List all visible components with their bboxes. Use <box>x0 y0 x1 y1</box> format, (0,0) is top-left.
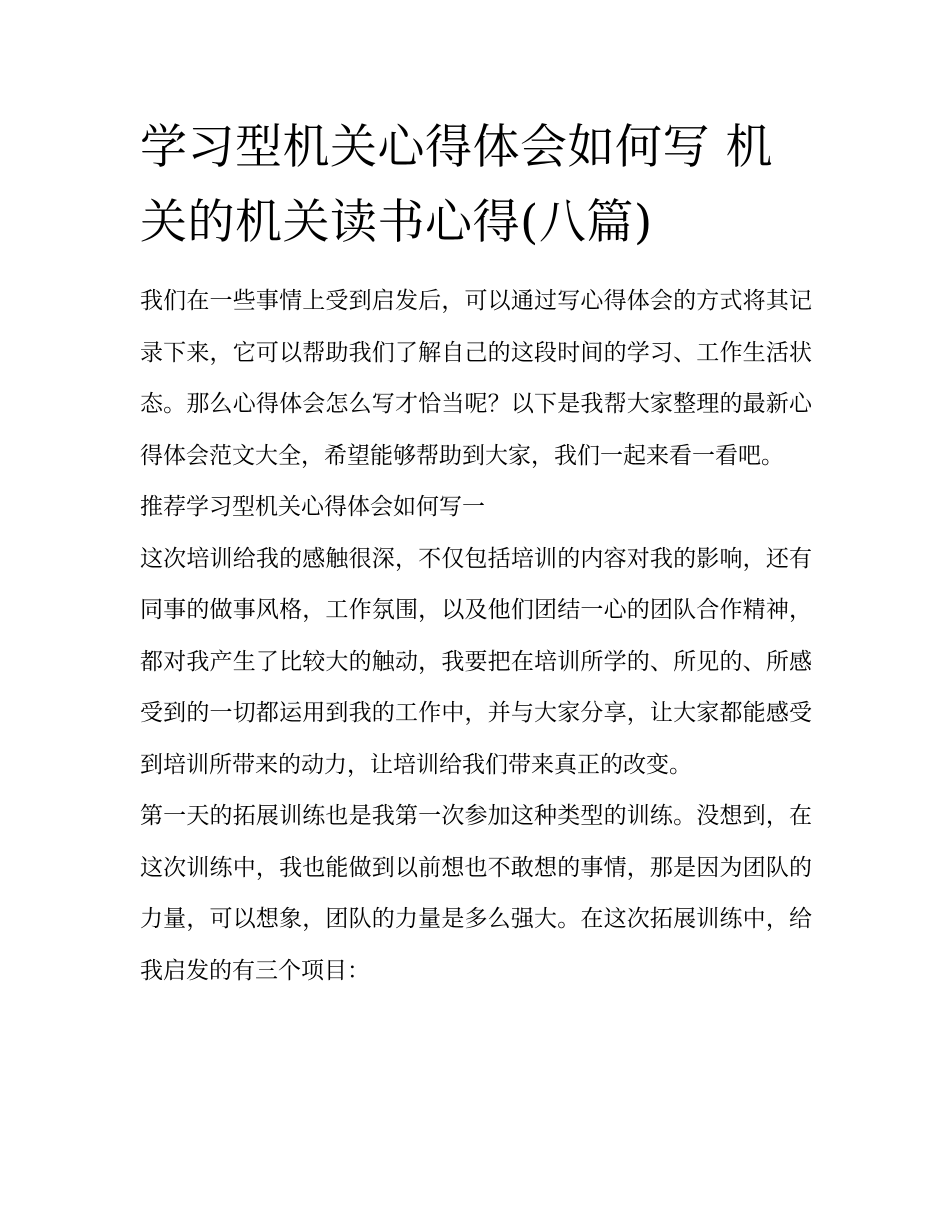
intro-paragraph: 我们在一些事情上受到启发后，可以通过写心得体会的方式将其记录下来，它可以帮助我们了解自己的这段时间的学习、工作生活状态。那么心得体会怎么写才恰当呢？以下是我帮大家整理的最新心得体会范文大全，希望能够帮助到大家，我们一起来看一看吧。 <box>140 288 812 469</box>
body-paragraph: 这次培训给我的感触很深，不仅包括培训的内容对我的影响，还有同事的做事风格，工作氛围，以及他们团结一心的团队合作精神，都对我产生了比较大的触动，我要把在培训所学的、所见的、所感受到的一切都运用到我的工作中，并与大家分享，让大家都能感受到培训所带来的动力，让培训给我们带来真正的改变。 <box>140 545 812 778</box>
body-paragraph: 第一天的拓展训练也是我第一次参加这种类型的训练。没想到，在这次训练中，我也能做到以前想也不敢想的事情，那是因为团队的力量，可以想象，团队的力量是多么强大。在这次拓展训练中，给我启发的有三个项目： <box>140 803 812 984</box>
document-content <box>140 110 812 997</box>
document-body <box>140 276 812 997</box>
document-title: 学习型机关心得体会如何写 机关的机关读书心得(八篇) <box>140 120 773 250</box>
section-heading: 推荐学习型机关心得体会如何写一 <box>140 494 485 520</box>
